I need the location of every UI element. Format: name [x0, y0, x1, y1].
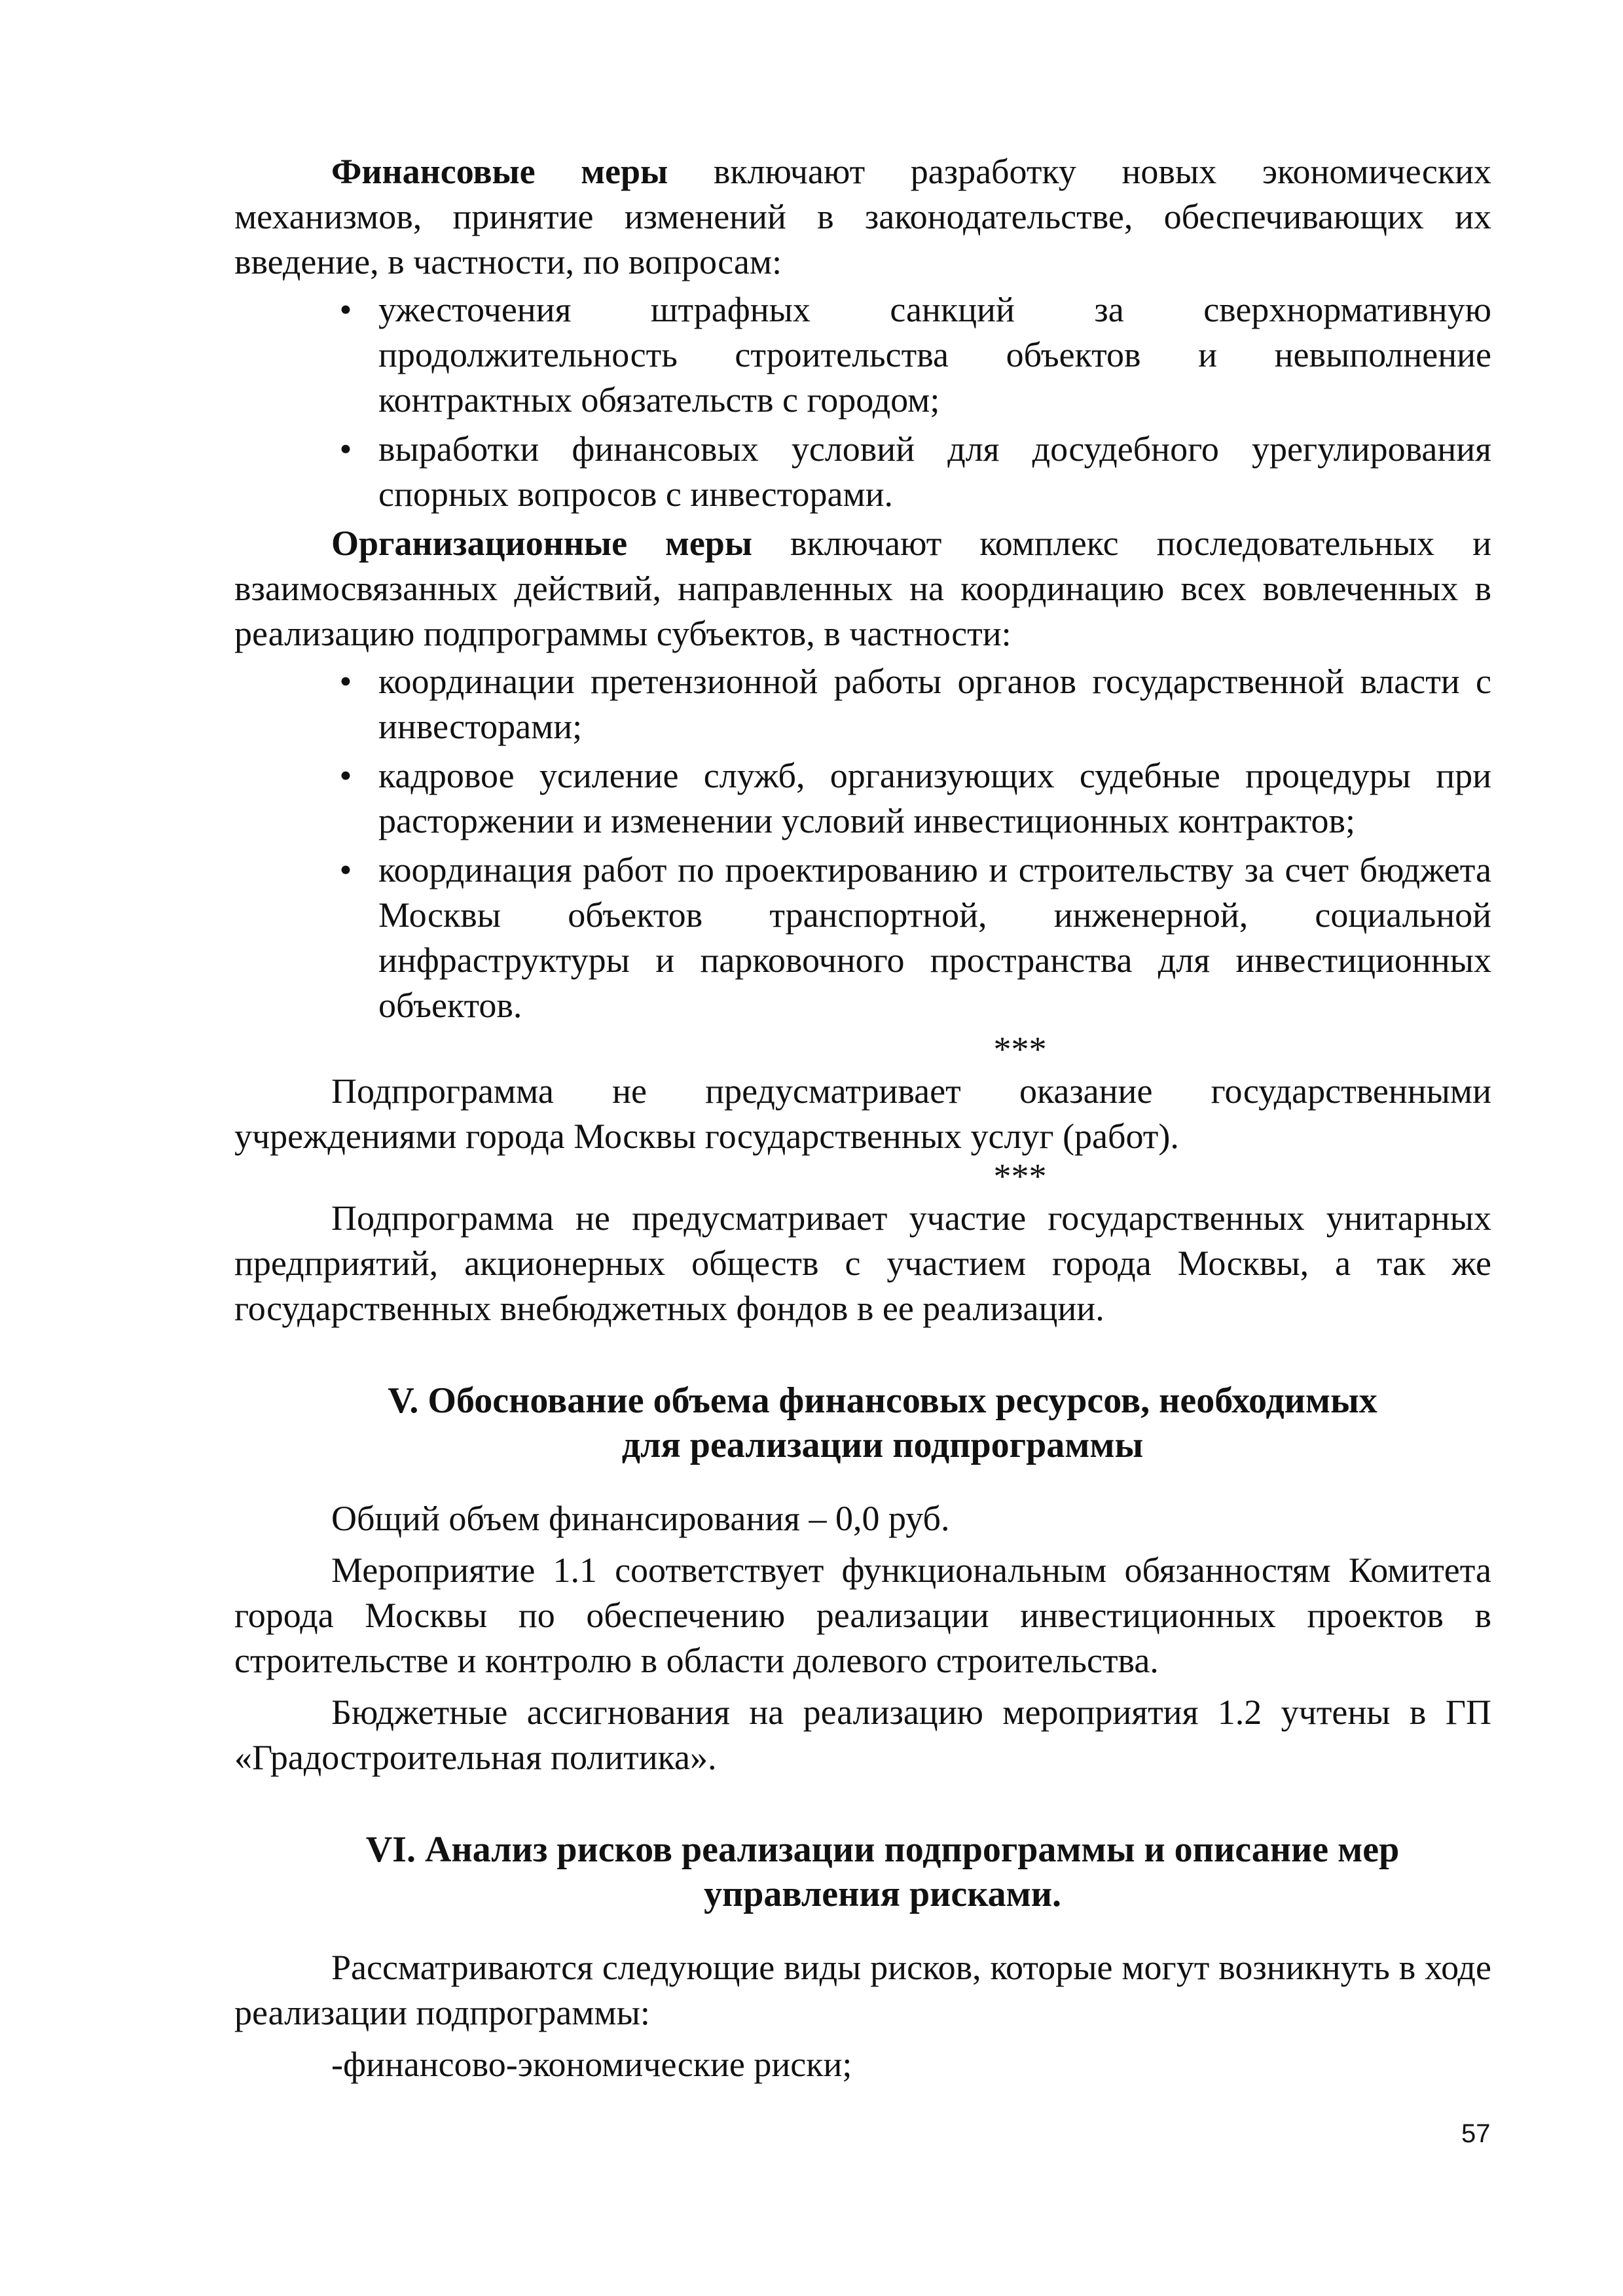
- organizational-measures-paragraph: [234, 521, 1491, 656]
- section-separator: ***: [993, 1030, 1047, 1069]
- heading-line: управления рисками.: [703, 1874, 1062, 1914]
- heading-line: для реализации подпрограммы: [621, 1425, 1144, 1465]
- section-v-heading: [234, 1378, 1491, 1467]
- document-page: [234, 149, 1491, 2087]
- organizational-measures-list: [234, 659, 1491, 1028]
- list-item-text: координация работ по проектированию и строительству за счет бюджета Москвы объектов транспортной, инженерной, социальной инфраструктуры и парковочного пространства для инвестиционных объектов.: [378, 850, 1491, 1025]
- section-vi-heading: [234, 1827, 1491, 1916]
- services-paragraph: Подпрограмма не предусматривает оказание государственными учреждениями города Москвы государственных услуг (работ).: [234, 1071, 1491, 1156]
- financial-measures-paragraph: [234, 149, 1491, 285]
- bullet-icon: •: [339, 429, 352, 469]
- bullet-icon: •: [339, 662, 352, 701]
- list-item: [339, 848, 1491, 1028]
- funding-volume-paragraph: Общий объем финансирования – 0,0 руб.: [331, 1499, 950, 1538]
- section-separator: ***: [993, 1157, 1047, 1196]
- enterprises-paragraph: Подпрограмма не предусматривает участие государственных унитарных предприятий, акционерных обществ с участием города Москвы, а так же государственных внебюджетных фондов в ее реализации.: [234, 1198, 1491, 1328]
- list-item: [339, 659, 1491, 749]
- financial-measures-text: включают разработку новых экономических механизмов, принятие изменений в законодательстве, обеспечивающих их введение, в частности, по вопросам:: [234, 152, 1492, 281]
- list-item-text: координации претензионной работы органов государственной власти с инвесторами;: [378, 662, 1491, 746]
- list-item: [339, 287, 1491, 423]
- budget-allocations-paragraph: Бюджетные ассигнования на реализацию мероприятия 1.2 учтены в ГП «Градостроительная политика».: [234, 1693, 1491, 1777]
- risks-intro-paragraph: Рассматриваются следующие виды рисков, которые могут возникнуть в ходе реализации подпрограммы:: [234, 1948, 1491, 2032]
- page-number: 57: [1461, 2119, 1491, 2148]
- bullet-icon: •: [339, 290, 352, 329]
- heading-line: VI. Анализ рисков реализации подпрограммы и описание мер: [365, 1829, 1400, 1870]
- financial-measures-term: Финансовые меры: [331, 152, 668, 191]
- list-item-text: кадровое усиление служб, организующих судебные процедуры при расторжении и изменении условий инвестиционных контрактов;: [378, 756, 1491, 840]
- bullet-icon: •: [339, 850, 352, 889]
- heading-line: V. Обоснование объема финансовых ресурсов, необходимых: [388, 1380, 1377, 1421]
- risk-item-paragraph: -финансово-экономические риски;: [331, 2045, 852, 2084]
- list-item: [339, 427, 1491, 517]
- activity-1-1-paragraph: Мероприятие 1.1 соответствует функциональным обязанностям Комитета города Москвы по обеспечению реализации инвестиционных проектов в строительстве и контролю в области долевого строительства.: [234, 1551, 1491, 1680]
- list-item: [339, 753, 1491, 844]
- organizational-measures-text: включают комплекс последовательных и взаимосвязанных действий, направленных на координацию всех вовлеченных в реализацию подпрограммы субъектов, в частности:: [234, 524, 1492, 653]
- list-item-text: ужесточения штрафных санкций за сверхнормативную продолжительность строительства объектов и невыполнение контрактных обязательств с городом;: [378, 290, 1491, 420]
- list-item-text: выработки финансовых условий для досудебного урегулирования спорных вопросов с инвесторами.: [378, 429, 1491, 514]
- bullet-icon: •: [339, 756, 352, 795]
- financial-measures-list: [234, 287, 1491, 517]
- organizational-measures-term: Организационные меры: [331, 524, 752, 563]
